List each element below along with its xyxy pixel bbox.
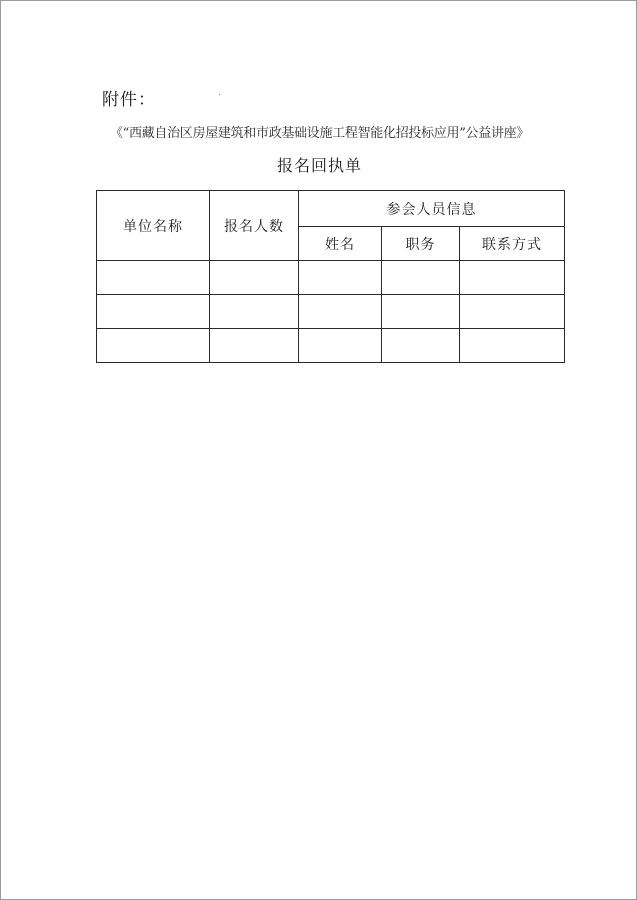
cell-unit-name[interactable] [97, 329, 210, 363]
table-row [97, 261, 565, 295]
cell-attendee-count[interactable] [210, 261, 299, 295]
header-contact: 联系方式 [460, 227, 565, 261]
cell-position[interactable] [382, 295, 460, 329]
cell-name[interactable] [299, 329, 382, 363]
cell-contact[interactable] [460, 261, 565, 295]
registration-table [96, 190, 565, 363]
attachment-label: 附件： [102, 90, 156, 110]
scan-speck [219, 94, 220, 95]
form-title: 报名回执单 [276, 156, 362, 175]
cell-position[interactable] [382, 261, 460, 295]
header-position: 职务 [382, 227, 460, 261]
cell-unit-name[interactable] [97, 295, 210, 329]
cell-name[interactable] [299, 261, 382, 295]
header-attendee-info: 参会人员信息 [299, 191, 565, 227]
header-unit-name: 单位名称 [97, 191, 210, 261]
cell-name[interactable] [299, 295, 382, 329]
cell-attendee-count[interactable] [210, 329, 299, 363]
cell-contact[interactable] [460, 329, 565, 363]
header-attendee-count: 报名人数 [210, 191, 299, 261]
table-row [97, 329, 565, 363]
cell-attendee-count[interactable] [210, 295, 299, 329]
lecture-title: 《“西藏自治区房屋建筑和市政基础设施工程智能化招投标应用”公益讲座》 [109, 126, 530, 141]
cell-contact[interactable] [460, 295, 565, 329]
table-row [97, 295, 565, 329]
table-header-row [97, 191, 565, 227]
header-name: 姓名 [299, 227, 382, 261]
cell-unit-name[interactable] [97, 261, 210, 295]
cell-position[interactable] [382, 329, 460, 363]
